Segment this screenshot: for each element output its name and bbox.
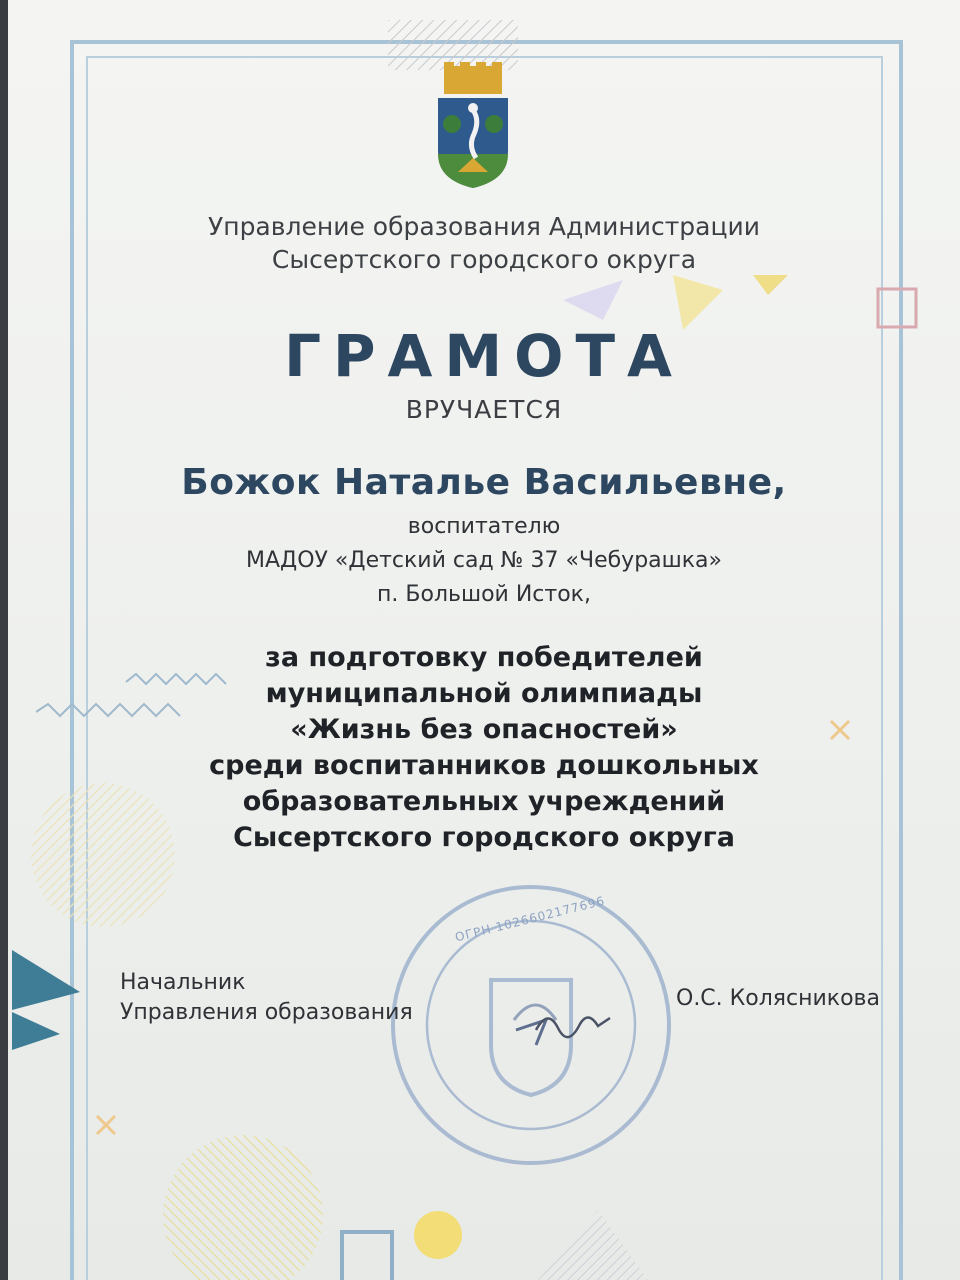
decor-cross-left [94,1113,118,1137]
issuer-line-1: Управление образования Администрации [207,212,760,241]
decor-blue-triangles [8,950,88,1050]
reason-line: среди воспитанников дошкольных [209,750,759,781]
reason-line: муниципальной олимпиады [265,678,703,709]
coat-of-arms-icon [428,62,518,190]
signatory-role-line-2: Управления образования [120,1000,413,1025]
reason-line: образовательных учреждений [242,786,726,817]
decor-blue-square-bottom [338,1228,398,1280]
reason-line: «Жизнь без опасностей» [290,714,678,745]
issuer-header [8,210,960,276]
award-reason [8,640,960,856]
decor-hatch-triangle-bottom [538,1210,648,1280]
certificate-subtitle: ВРУЧАЕТСЯ [405,395,563,424]
certificate-sheet [8,0,960,1280]
signatory-name: О.С. Колясникова [676,986,881,1011]
reason-line: Сысертского городского округа [233,822,735,853]
decor-circle-hatch-bottom [158,1130,328,1280]
recipient-organization: МАДОУ «Детский сад № 37 «Чебурашка» [245,548,723,573]
signatory-role [120,968,413,1028]
recipient-position: воспитателю [407,514,561,539]
signatory-role-line-1: Начальник [120,970,246,995]
recipient-name: Божок Наталье Васильевне, [181,462,787,503]
recipient-place: п. Большой Исток, [377,582,591,607]
handwritten-signature [528,1000,618,1050]
issuer-line-2: Сысертского городского округа [271,245,697,274]
reason-line: за подготовку победителей [265,642,703,673]
stamp-ogrn: ОГРН 1026602177696 [453,893,607,945]
decor-yellow-dot [408,1205,468,1265]
certificate-title: ГРАМОТА [284,322,684,390]
